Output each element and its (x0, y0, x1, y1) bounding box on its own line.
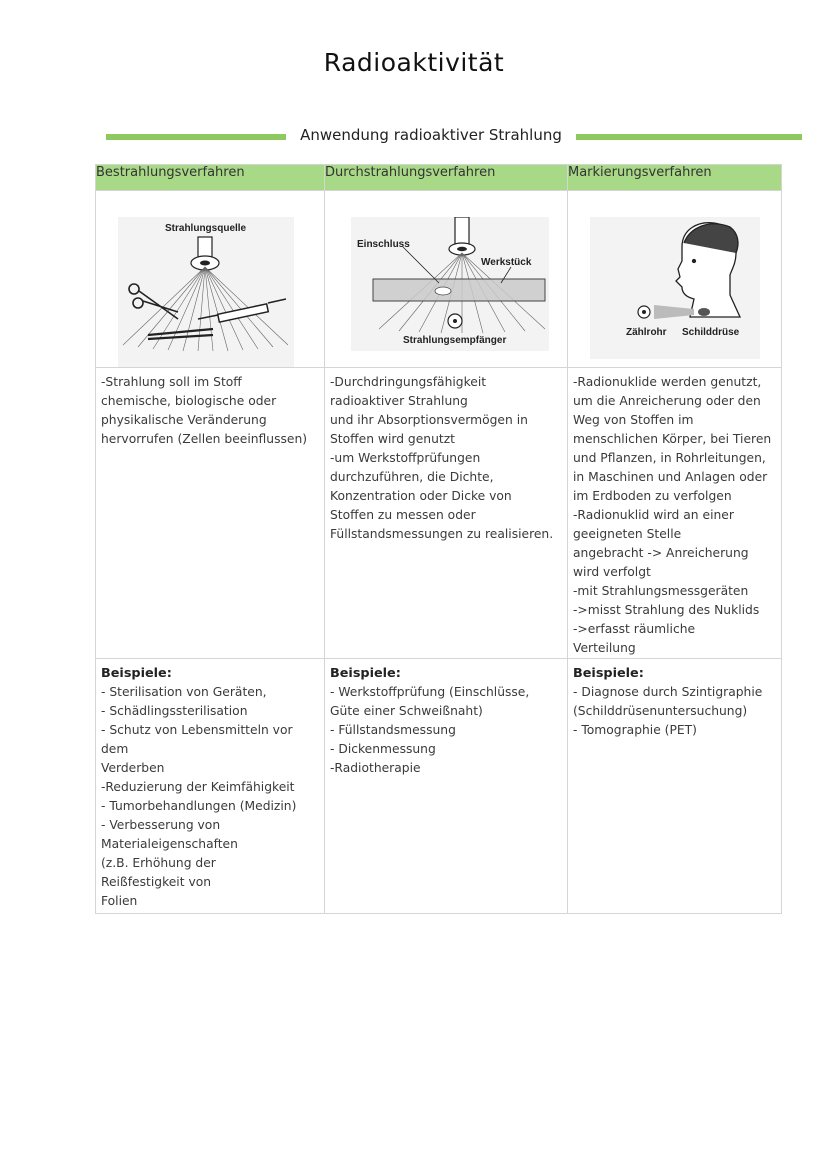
section-subtitle: Anwendung radioaktiver Strahlung (300, 126, 562, 144)
figure-label-schilddruese: Schilddrüse (682, 327, 740, 338)
header-bestrahlung: Bestrahlungsverfahren (96, 165, 325, 191)
examples-row (96, 659, 782, 914)
transmission-illustration (351, 217, 549, 351)
examples-heading: Beispiele: (573, 666, 644, 681)
description-markierung: -Radionuklide werden genutzt, um die Anreicherung oder den Weg von Stoffen im menschlichen Körper, bei Tieren und Pflanzen, in Rohrleitungen, in Maschinen und Anlagen oder im Erdboden zu verfolgen -Radionuklid wird an einer geeigneten Stelle angebracht -> Anreicherung wird verfolgt -mit Strahlungsmessgeräten ->misst Strahlung des Nuklids ->erfasst räumliche Verteilung (573, 375, 772, 655)
examples-cell-bestrahlung (96, 659, 325, 914)
examples-heading: Beispiele: (101, 666, 172, 681)
figure-row (96, 191, 782, 368)
marking-illustration (590, 217, 760, 359)
figure-cell-bestrahlung (96, 191, 325, 368)
section-heading (106, 126, 802, 150)
figure-label-einschluss: Einschluss (357, 239, 410, 250)
examples-heading: Beispiele: (330, 666, 401, 681)
inclusion-mark (435, 287, 451, 295)
header-durchstrahlung: Durchstrahlungsverfahren (325, 165, 568, 191)
figure-label-strahlungsquelle: Strahlungsquelle (165, 223, 247, 234)
description-cell-durchstrahlung (325, 368, 568, 659)
thyroid-mark (698, 308, 710, 316)
figure-label-werkstueck: Werkstück (481, 257, 532, 268)
divider-right (576, 134, 802, 140)
figure-cell-durchstrahlung (325, 191, 568, 368)
description-row (96, 368, 782, 659)
irradiation-illustration (118, 217, 294, 367)
examples-durchstrahlung: - Werkstoffprüfung (Einschlüsse, Güte einer Schweißnaht) - Füllstandsmessung - Dickenmessung -Radiotherapie (330, 685, 530, 775)
figure-label-strahlungsempfaenger: Strahlungsempfänger (403, 335, 507, 346)
examples-cell-markierung (568, 659, 782, 914)
description-cell-bestrahlung (96, 368, 325, 659)
page-title: Radioaktivität (323, 48, 505, 77)
examples-markierung: - Diagnose durch Szintigraphie (Schilddrüsenuntersuchung) - Tomographie (PET) (573, 685, 763, 737)
examples-cell-durchstrahlung (325, 659, 568, 914)
methods-table (95, 164, 782, 914)
header-markierung: Markierungsverfahren (568, 165, 782, 191)
description-durchstrahlung: -Durchdringungsfähigkeit radioaktiver Strahlung und ihr Absorptionsvermögen in Stoffen wird genutzt -um Werkstoffprüfungen durchzuführen, die Dichte, Konzentration oder Dicke von Stoffen zu messen oder Füllstandsmessungen zu realisieren. (330, 375, 554, 541)
table-header-row (96, 165, 782, 191)
description-bestrahlung: -Strahlung soll im Stoff chemische, biologische oder physikalische Veränderung hervorrufen (Zellen beeinflussen) (101, 375, 308, 446)
figure-cell-markierung (568, 191, 782, 368)
figure-label-zaehlrohr: Zählrohr (626, 327, 667, 338)
examples-bestrahlung: - Sterilisation von Geräten, - Schädlingssterilisation - Schutz von Lebensmitteln vor dem Verderben -Reduzierung der Keimfähigkeit - Tumorbehandlungen (Medizin) - Verbesserung von Materialeigenschaften (z.B. Erhöhung der Reißfestigkeit von Folien (101, 685, 297, 908)
workpiece-block (373, 279, 545, 301)
description-cell-markierung (568, 368, 782, 659)
divider-left (106, 134, 286, 140)
